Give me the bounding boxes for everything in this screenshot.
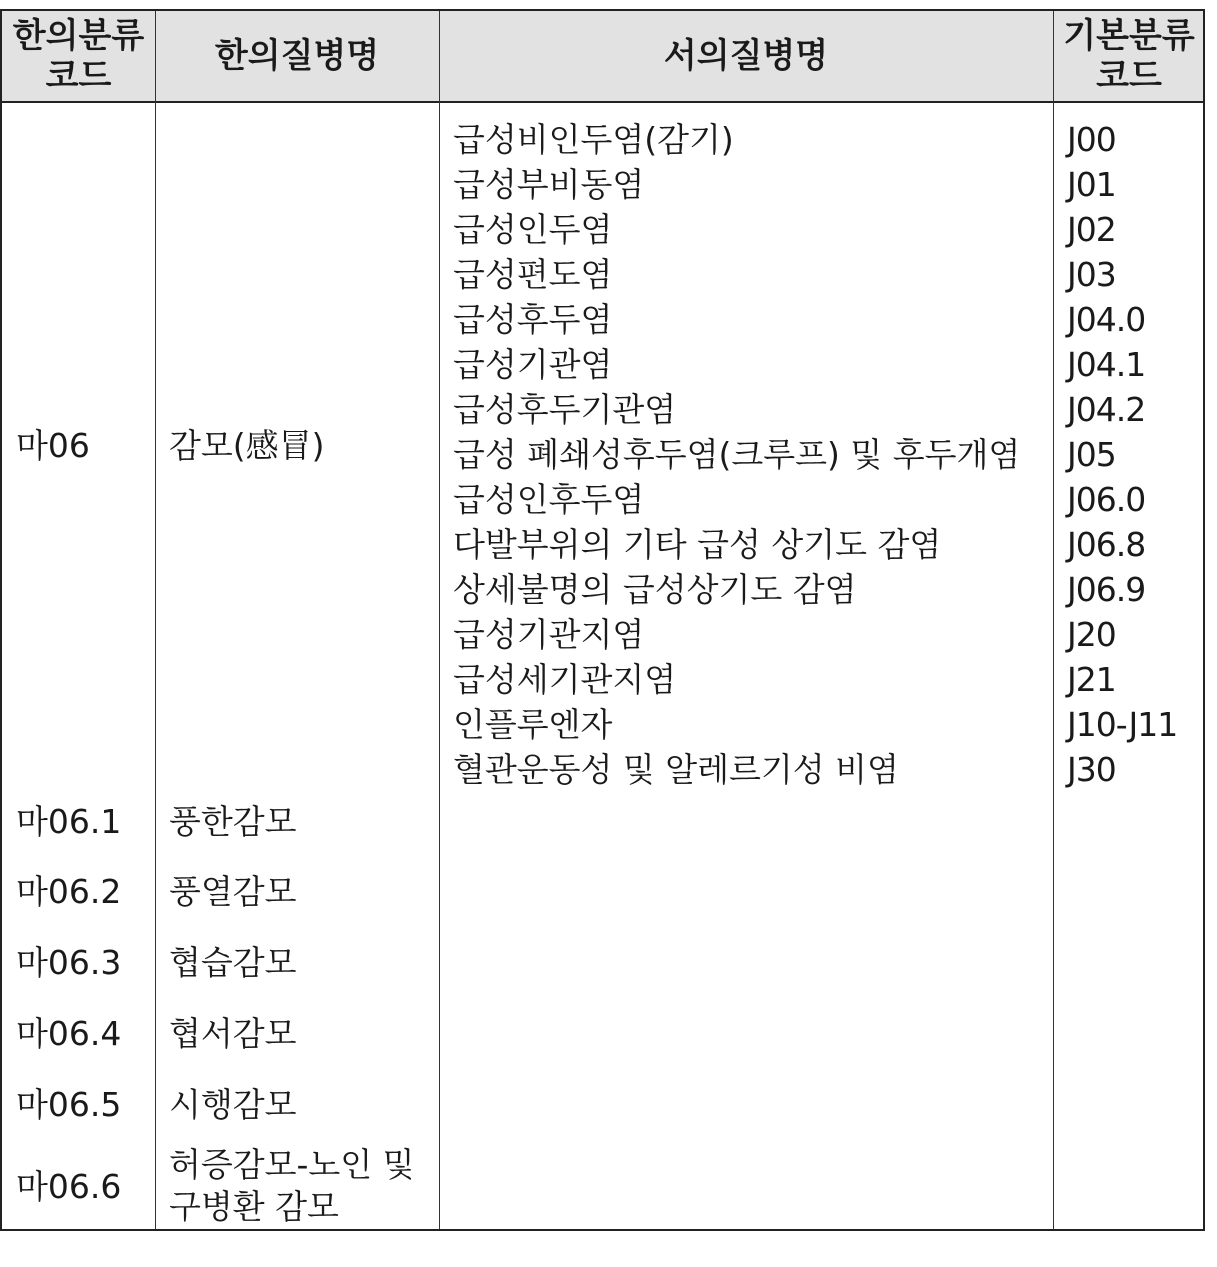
list-item: J30 <box>1067 750 1116 789</box>
list-item: 급성부비동염 <box>453 165 645 204</box>
list-item: J04.0 <box>1067 300 1146 339</box>
sub-row-code: 마06.5 <box>16 1085 122 1124</box>
list-item: 인플루엔자 <box>453 705 613 744</box>
sub-row-name: 풍한감모 <box>169 802 297 841</box>
sub-row-name-line2: 구병환 감모 <box>169 1187 339 1226</box>
sub-row-code: 마06.6 <box>16 1167 122 1206</box>
list-item: J04.2 <box>1067 390 1146 429</box>
list-item: J03 <box>1067 255 1116 294</box>
column-divider <box>439 11 440 1229</box>
sub-row-code: 마06.3 <box>16 943 122 982</box>
list-item: J01 <box>1067 165 1116 204</box>
main-row-code: 마06 <box>16 426 90 465</box>
sub-row-name: 시행감모 <box>169 1085 297 1124</box>
list-item: 급성후두염 <box>453 300 613 339</box>
list-item: J06.8 <box>1067 525 1146 564</box>
sub-row-code: 마06.1 <box>16 802 122 841</box>
list-item: J06.0 <box>1067 480 1146 519</box>
header-korean-medicine-disease-name: 한의질병명 <box>214 36 380 76</box>
sub-row-name: 협습감모 <box>169 943 297 982</box>
list-item: J21 <box>1067 660 1116 699</box>
list-item: J02 <box>1067 210 1116 249</box>
list-item: 급성세기관지염 <box>453 660 677 699</box>
list-item: J05 <box>1067 435 1116 474</box>
list-item: J20 <box>1067 615 1116 654</box>
basic-code-list <box>1067 117 1177 792</box>
sub-row-code: 마06.2 <box>16 872 122 911</box>
sub-row-name-line1: 허증감모-노인 및 <box>169 1145 415 1184</box>
list-item: 급성후두기관염 <box>453 390 677 429</box>
header-korean-medicine-code: 한의분류 코드 <box>12 16 145 96</box>
list-item: J04.1 <box>1067 345 1146 384</box>
sub-row-code: 마06.4 <box>16 1014 122 1053</box>
list-item: 급성인두염 <box>453 210 613 249</box>
list-item: 혈관운동성 및 알레르기성 비염 <box>453 750 899 789</box>
main-row-name: 감모(感冒) <box>169 426 325 465</box>
table-header <box>2 11 1203 103</box>
list-item: 급성 폐쇄성후두염(크루프) 및 후두개염 <box>453 435 1021 474</box>
list-item: J10-J11 <box>1067 705 1178 744</box>
list-item: 급성인후두염 <box>453 480 645 519</box>
sub-row-name: 풍열감모 <box>169 872 297 911</box>
header-western-disease-name: 서의질병명 <box>663 36 829 76</box>
sub-row-name: 협서감모 <box>169 1014 297 1053</box>
column-divider <box>1053 11 1054 1229</box>
list-item: 급성편도염 <box>453 255 613 294</box>
list-item: 급성기관염 <box>453 345 613 384</box>
disease-classification-table <box>0 9 1205 1231</box>
list-item: 다발부위의 기타 급성 상기도 감염 <box>453 525 942 564</box>
list-item: 상세불명의 급성상기도 감염 <box>453 570 857 609</box>
list-item: J06.9 <box>1067 570 1146 609</box>
column-divider <box>155 11 156 1229</box>
list-item: 급성기관지염 <box>453 615 645 654</box>
header-basic-classification-code: 기본분류 코드 <box>1063 16 1195 96</box>
western-disease-list <box>453 117 1020 792</box>
list-item: 급성비인두염(감기) <box>453 120 734 159</box>
list-item: J00 <box>1067 120 1116 159</box>
